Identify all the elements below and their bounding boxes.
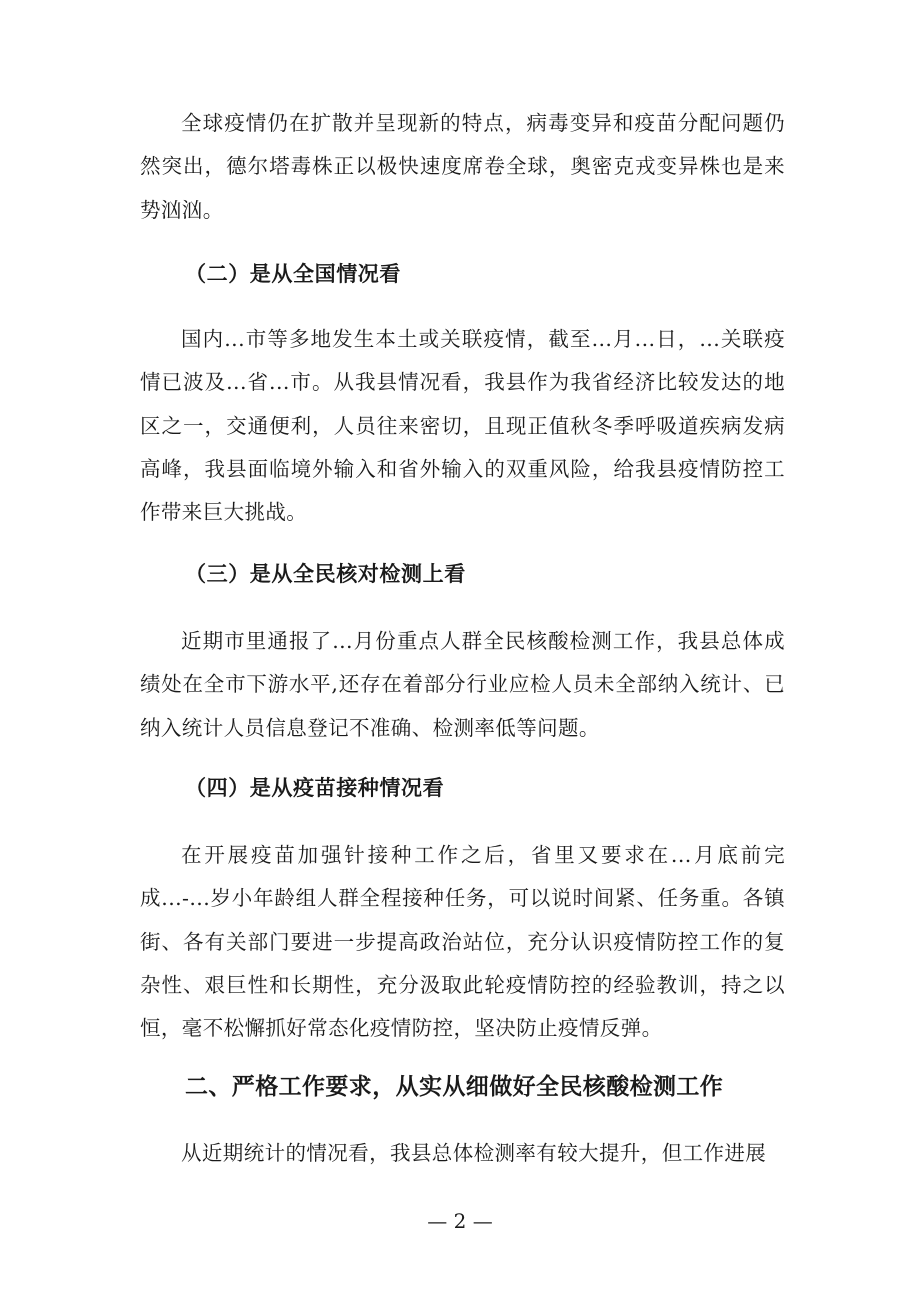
heading-national-situation: （二）是从全国情况看 <box>185 261 401 286</box>
paragraph-testing-situation: 近期市里通报了...月份重点人群全民核酸检测工作，我县总体成绩处在全市下游水平,还存在着部分行业应检人员未全部纳入统计、已纳入统计人员信息登记不准确、检测率低等问题。 <box>140 629 785 740</box>
section-heading-testing-requirements: 二、严格工作要求，从实从细做好全民核酸检测工作 <box>185 1074 724 1100</box>
heading-vaccine-situation: （四）是从疫苗接种情况看 <box>185 775 445 800</box>
heading-testing-situation: （三）是从全民核对检测上看 <box>185 561 466 586</box>
paragraph-section-start: 从近期统计的情况看，我县总体检测率有较大提升，但工作进展 <box>181 1141 767 1165</box>
paragraph-vaccine-situation: 在开展疫苗加强针接种工作之后，省里又要求在...月底前完成...-...岁小年龄组人群全程接种任务，可以说时间紧、任务重。各镇街、各有关部门要进一步提高政治站位，充分认识疫情防控工作的复杂性、艰巨性和长期性，充分汲取此轮疫情防控的经验教训，持之以恒，毫不松懈抓好常态化疫情防控，坚决防止疫情反弹。 <box>140 843 785 1041</box>
paragraph-national-situation: 国内...市等多地发生本土或关联疫情，截至...月...日，...关联疫情已波及...省...市。从我县情况看，我县作为我省经济比较发达的地区之一，交通便利，人员往来密切，且现正值秋冬季呼吸道疾病发病高峰，我县面临境外输入和省外输入的双重风险，给我县疫情防控工作带来巨大挑战。 <box>140 327 785 525</box>
page-number: — 2 — <box>427 1209 493 1233</box>
paragraph-global-situation: 全球疫情仍在扩散并呈现新的特点，病毒变异和疫苗分配问题仍然突出，德尔塔毒株正以极快速度席卷全球，奥密克戎变异株也是来势汹汹。 <box>140 111 785 222</box>
